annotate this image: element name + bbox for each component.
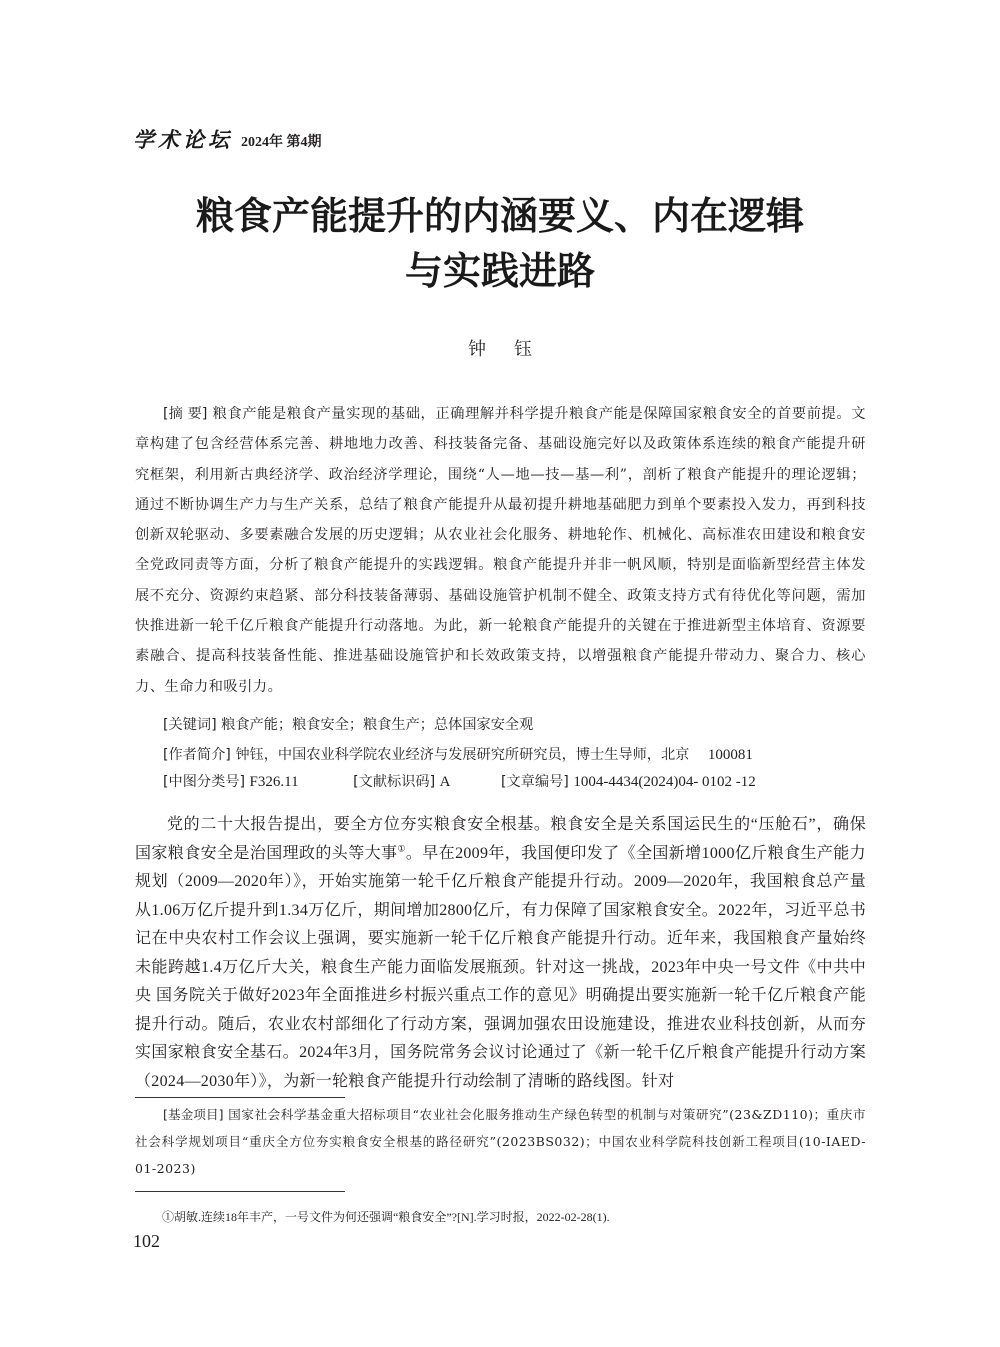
keywords [163, 711, 533, 739]
clc-label: [中图分类号] [163, 774, 246, 790]
body-paragraph [135, 811, 866, 1096]
abstract-label: [摘 要] [163, 406, 208, 422]
body-text-part-2: 。早在2009年，我国便印发了《全国新增1000亿斤粮食生产能力规划（2009—2020年）》，开始实施第一轮千亿斤粮食产能提升行动。2009—2020年，我国粮食总产量从1.06万亿斤提升到1.34万亿斤，期间增加2800亿斤，有力保障了国家粮食安全。2022年，习近平总书记在中央农村工作会议上强调，要实施新一轮千亿斤粮食产能提升行动。近年来，我国粮食产量始终未能跨越1.4万亿斤大关，粮食生产能力面临发展瓶颈。针对这一挑战，2023年中央一号文件《中共中央 国务院关于做好2023年全面推进乡村振兴重点工作的意见》明确提出要实施新一轮千亿斤粮食产能提升行动。随后，农业农村部细化了行动方案，强调加强农田设施建设，推进农业科技创新，从而夯实国家粮食安全基石。2024年3月，国务院常务会议讨论通过了《新一轮千亿斤粮食产能提升行动方案（2024—2030年）》，为新一轮粮食产能提升行动绘制了清晰的路线图。针对 [135, 844, 866, 1090]
footnote: ①胡敏.连续18年丰产，一号文件为何还强调“粮食安全”?[N].学习时报，2022-02-28(1). [162, 1210, 610, 1224]
classification-line [163, 768, 756, 796]
clc-value: F326.11 [249, 774, 299, 790]
article-no-value: 1004-4434(2024)04- 0102 -12 [573, 774, 756, 790]
doc-code-label: [文献标识码] [353, 774, 436, 790]
keywords-text: 粮食产能；粮食安全；粮食生产；总体国家安全观 [221, 717, 534, 733]
funding-note [135, 1101, 866, 1182]
author-postcode: 100081 [707, 747, 753, 763]
doc-code-value: A [439, 774, 451, 790]
author-bio-label: [作者简介] [163, 747, 231, 763]
author-bio-text: 钟钰，中国农业科学院农业经济与发展研究所研究员，博士生导师，北京 [235, 747, 690, 763]
footnote-ref[interactable]: ① [397, 843, 406, 854]
page-number: 102 [133, 1231, 160, 1251]
article-title-line-2: 与实践进路 [404, 249, 595, 293]
body-text-part-1: 党的二十大报告提出，要全方位夯实粮食安全根基。粮食安全是关系国运民生的“压舱石”，确保国家粮食安全是治国理政的头等大事 [135, 816, 866, 862]
author-name: 钟钰 [468, 339, 560, 360]
abstract [135, 399, 866, 702]
keywords-label: [关键词] [163, 717, 217, 733]
funding-text: 国家社会科学基金重大招标项目“农业社会化服务推动生产绿色转型的机制与对策研究”(23&ZD110)；重庆市社会科学规划项目“重庆全方位夯实粮食安全根基的路径研究”(2023BS032)；中国农业科学院科技创新工程项目(10-IAED-01-2023) [135, 1107, 866, 1176]
running-header [133, 128, 322, 154]
funding-divider [135, 1097, 345, 1098]
author-bio [163, 741, 753, 769]
article-title-line-1: 粮食产能提升的内涵要义、内在逻辑 [195, 194, 804, 238]
article-no-label: [文章编号] [500, 774, 569, 790]
abstract-text: 粮食产能是粮食产量实现的基础，正确理解并科学提升粮食产能是保障国家粮食安全的首要前提。文章构建了包含经营体系完善、耕地地力改善、科技装备完备、基础设施完好以及政策体系连续的粮食产能提升研究框架，利用新古典经济学、政治经济学理论，围绕“人—地—技—基—利”，剖析了粮食产能提升的理论逻辑；通过不断协调生产力与生产关系，总结了粮食产能提升从最初提升耕地基础肥力到单个要素投入发力，再到科技创新双轮驱动、多要素融合发展的历史逻辑；从农业社会化服务、耕地轮作、机械化、高标准农田建设和粮食安全党政同责等方面，分析了粮食产能提升的实践逻辑。粮食产能提升并非一帆风顺，特别是面临新型经营主体发展不充分、资源约束趋紧、部分科技装备薄弱、基础设施管护机制不健全、政策支持方式有待优化等问题，需加快推进新一轮千亿斤粮食产能提升行动落地。为此，新一轮粮食产能提升的关键在于推进新型主体培育、资源要素融合、提高科技装备性能、推进基础设施管护和长效政策支持，以增强粮食产能提升带动力、聚合力、核心力、生命力和吸引力。 [135, 406, 867, 695]
funding-label: [基金项目] [163, 1107, 224, 1122]
journal-name: 学术论坛 [133, 127, 233, 152]
issue-number: 2024年 第4期 [241, 135, 322, 150]
footnote-divider [135, 1191, 345, 1192]
